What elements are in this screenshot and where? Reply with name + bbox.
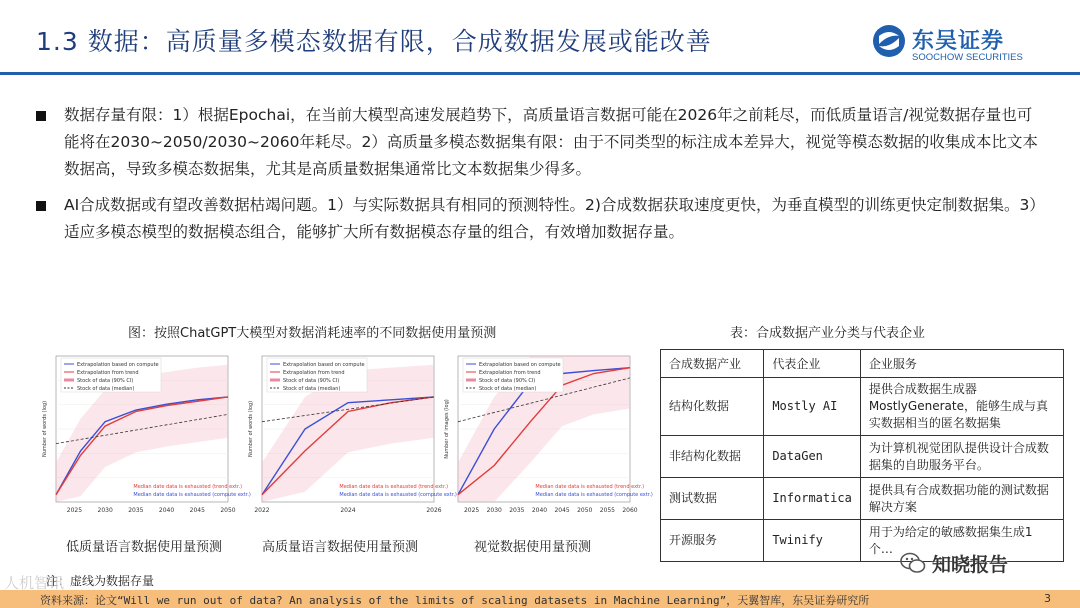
y-axis-label: Number of images (log) — [444, 399, 450, 459]
x-tick-label: 2022 — [254, 507, 270, 514]
slide-header — [0, 0, 1080, 76]
chart-low-quality-language — [40, 352, 251, 522]
table-cell: 非结构化数据 — [661, 436, 764, 478]
x-tick-label: 2035 — [509, 507, 525, 514]
page-number: 3 — [1044, 592, 1051, 605]
table-row — [661, 478, 1064, 520]
table-cell: 用于为给定的敏感数据集生成1个… — [860, 520, 1063, 562]
table-cell: Informatica — [764, 478, 860, 520]
x-tick-label: 2035 — [128, 507, 144, 514]
table-cell: 提供合成数据生成器MostlyGenerate，能够生成与真实数据相当的匿名数据集 — [860, 378, 1063, 436]
table-cell: 结构化数据 — [661, 378, 764, 436]
bullet-item — [36, 192, 1046, 246]
bullet-item — [36, 102, 1046, 183]
table-cell: Mostly AI — [764, 378, 860, 436]
chart-caption: 视觉数据使用量预测 — [474, 540, 592, 555]
legend-label: Extrapolation from trend — [479, 370, 541, 376]
median-date-label: Median date data is exhausted (compute extr.) — [339, 492, 457, 498]
bullet-text: AI合成数据或有望改善数据枯竭问题。1）与实际数据具有相同的预测特性。2)合成数据获取速度更快，为垂直模型的训练更快定制数据集。3）适应多模态模型的数据模态组合，能够扩大所有数据模态存量的组合，有效增加数据存量。 — [64, 196, 1045, 241]
x-tick-label: 2024 — [340, 507, 356, 514]
median-date-label: Median date data is exhausted (compute extr.) — [535, 492, 653, 498]
table-row — [661, 378, 1064, 436]
watermark-right — [900, 546, 1008, 580]
bullet-list — [36, 102, 1046, 255]
table-row — [661, 436, 1064, 478]
legend-label: Stock of data (90% CI) — [283, 378, 340, 384]
legend-label: Extrapolation based on compute — [283, 362, 365, 368]
bullet-text: 数据存量有限：1）根据Epochai，在当前大模型高速发展趋势下，高质量语言数据可能在2026年之前耗尽，而低质量语言/视觉数据存量也可能将在2030~2050/2030~2060年耗尽。2）高质量多模态数据集有限：由于不同类型的标注成本差异大，视觉等模态数据的收集成本比文本数据高，导致多模态数据集，尤其是高质量数据集通常比文本数据集少得多。 — [64, 106, 1038, 178]
logo-mark-icon — [872, 24, 906, 58]
table-cell: DataGen — [764, 436, 860, 478]
bullet-square-icon — [36, 111, 46, 121]
x-tick-label: 2040 — [158, 507, 175, 514]
legend-label: Extrapolation from trend — [77, 370, 139, 376]
header-divider — [0, 72, 1080, 75]
chart-svg — [442, 352, 653, 522]
legend-label: Stock of data (median) — [479, 386, 537, 392]
table-header-row — [661, 350, 1064, 378]
x-tick-label: 2045 — [554, 507, 570, 514]
chart-caption: 高质量语言数据使用量预测 — [262, 540, 419, 555]
x-tick-label: 2040 — [531, 507, 548, 514]
x-tick-label: 2060 — [622, 507, 638, 514]
x-tick-label: 2050 — [577, 507, 593, 514]
company-logo — [872, 22, 1062, 68]
x-tick-label: 2030 — [97, 507, 113, 514]
figure-title: 图：按照ChatGPT大模型对数据消耗速率的不同数据使用量预测 — [128, 326, 497, 341]
figure-note: 注：虚线为数据存量 — [46, 574, 155, 588]
legend-label: Stock of data (median) — [283, 386, 341, 392]
bullet-square-icon — [36, 201, 46, 211]
x-tick-label: 2050 — [220, 507, 236, 514]
legend-label: Stock of data (90% CI) — [77, 378, 134, 384]
chart-caption: 低质量语言数据使用量预测 — [66, 540, 223, 555]
logo-text-cn: 东吴证券 — [912, 29, 1005, 54]
slide-title: 1.3 数据：高质量多模态数据有限，合成数据发展或能改善 — [36, 27, 712, 56]
chart-vision — [442, 352, 653, 522]
table-cell: Twinify — [764, 520, 860, 562]
x-tick-label: 2026 — [426, 507, 442, 514]
y-axis-label: Number of words (log) — [248, 400, 254, 458]
median-date-label: Median date data is exhausted (trend extr.) — [535, 484, 645, 490]
x-tick-label: 2025 — [66, 507, 83, 514]
source-text: 资料来源：论文“Will we run out of data? An analysis of the limits of scaling datasets in Machine Learning”，天翼智库，东吴证券研究所 — [40, 594, 870, 607]
table-header-cell: 代表企业 — [764, 350, 860, 378]
legend-label: Extrapolation based on compute — [479, 362, 561, 368]
y-axis-label: Number of words (log) — [42, 400, 48, 458]
legend-label: Extrapolation from trend — [283, 370, 345, 376]
industry-table — [660, 349, 1064, 562]
x-tick-label: 2055 — [599, 507, 616, 514]
chart-svg — [40, 352, 251, 522]
legend-label: Extrapolation based on compute — [77, 362, 159, 368]
watermark-right-text: 知晓报告 — [932, 553, 1009, 576]
table-header-cell: 合成数据产业 — [661, 350, 764, 378]
median-date-label: Median date data is exhausted (compute extr.) — [133, 492, 251, 498]
x-tick-label: 2045 — [189, 507, 205, 514]
wechat-icon — [900, 552, 926, 574]
table-cell: 提供具有合成数据功能的测试数据解决方案 — [860, 478, 1063, 520]
legend-label: Stock of data (90% CI) — [479, 378, 536, 384]
median-date-label: Median date data is exhausted (trend extr.) — [339, 484, 449, 490]
logo-text-en: SOOCHOW SECURITIES — [912, 52, 1023, 63]
table-cell: 开源服务 — [661, 520, 764, 562]
median-date-label: Median date data is exhausted (trend extr.) — [133, 484, 243, 490]
x-tick-label: 2030 — [486, 507, 502, 514]
table-title: 表：合成数据产业分类与代表企业 — [730, 326, 926, 341]
watermark-left: 人机智讯 — [4, 574, 65, 592]
table-cell: 为计算机视觉团队提供设计合成数据集的自助服务平台。 — [860, 436, 1063, 478]
table-cell: 测试数据 — [661, 478, 764, 520]
x-tick-label: 2025 — [463, 507, 480, 514]
legend-label: Stock of data (median) — [77, 386, 135, 392]
table-header-cell: 企业服务 — [860, 350, 1063, 378]
